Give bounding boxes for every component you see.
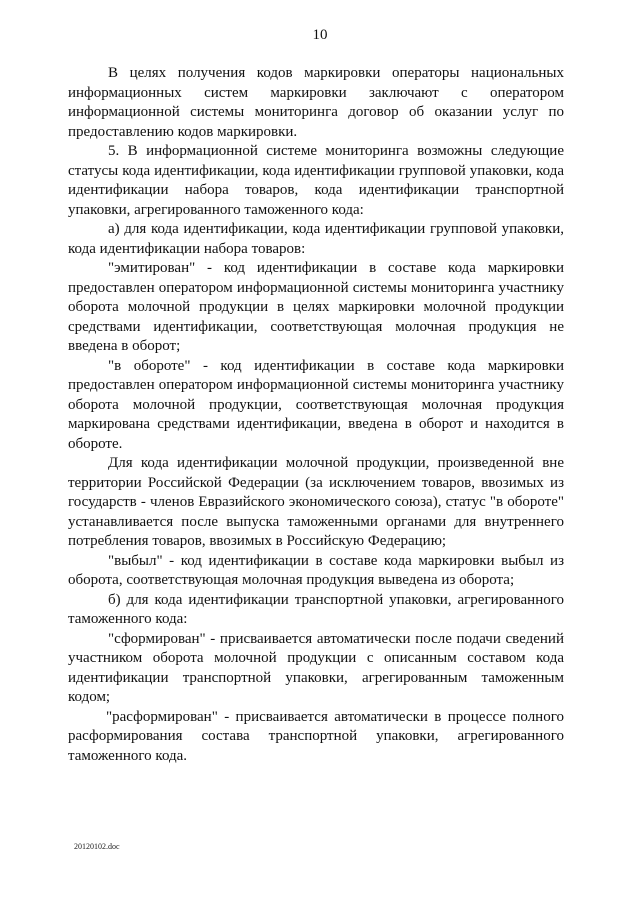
file-name-footer: 20120102.doc (74, 842, 120, 851)
paragraph-imported-products: Для кода идентификации молочной продукции, произведенной вне территории Российской Федерации (за исключением товаров, ввозимых из государств - членов Евразийского экономического союза), статус "в обороте" устанавливается после выпуска таможенными органами для внутреннего потребления товаров, ввозимых в Российскую Федерацию; (68, 455, 564, 549)
paragraph-item-b: б) для кода идентификации транспортной упаковки, агрегированного таможенного кода: (68, 591, 564, 627)
paragraph-status-formed: "сформирован" - присваивается автоматически после подачи сведений участником оборота молочной продукции с описанным составом кода идентификации транспортной упаковки, агрегированным таможенным кодом; (68, 630, 564, 705)
paragraph-statuses-intro: 5. В информационной системе мониторинга возможны следующие статусы кода идентификации, кода идентификации групповой упаковки, кода идентификации набора товаров, кода идентификации транспортной упаковки, агрегированного таможенного кода: (68, 143, 564, 218)
paragraph-item-a: а) для кода идентификации, кода идентификации групповой упаковки, кода идентификации набора товаров: (68, 221, 564, 257)
paragraph-status-disbanded: "расформирован" - присваивается автоматически в процессе полного расформирования состава транспортной упаковки, агрегированного таможенного кода. (68, 708, 564, 764)
document-body (68, 64, 564, 766)
paragraph-marking-codes: В целях получения кодов маркировки операторы национальных информационных систем маркировки заключают с оператором информационной системы мониторинга договор об оказании услуг по предоставлению кодов маркировки. (68, 65, 564, 140)
paragraph-status-withdrawn: "выбыл" - код идентификации в составе кода маркировки выбыл из оборота, соответствующая молочная продукция выведена из оборота; (68, 552, 564, 588)
page-number: 10 (312, 27, 328, 43)
paragraph-status-emitted: "эмитирован" - код идентификации в составе кода маркировки предоставлен оператором информационной системы мониторинга участнику оборота молочной продукции в целях маркировки молочной продукции средствами идентификации, соответствующая молочная продукция не введена в оборот; (68, 260, 564, 354)
paragraph-status-in-circulation: "в обороте" - код идентификации в составе кода маркировки предоставлен оператором информационной системы мониторинга участнику оборота молочной продукции, соответствующая молочная продукция маркирована средствами идентификации, введена в оборот и находится в обороте. (68, 357, 564, 452)
